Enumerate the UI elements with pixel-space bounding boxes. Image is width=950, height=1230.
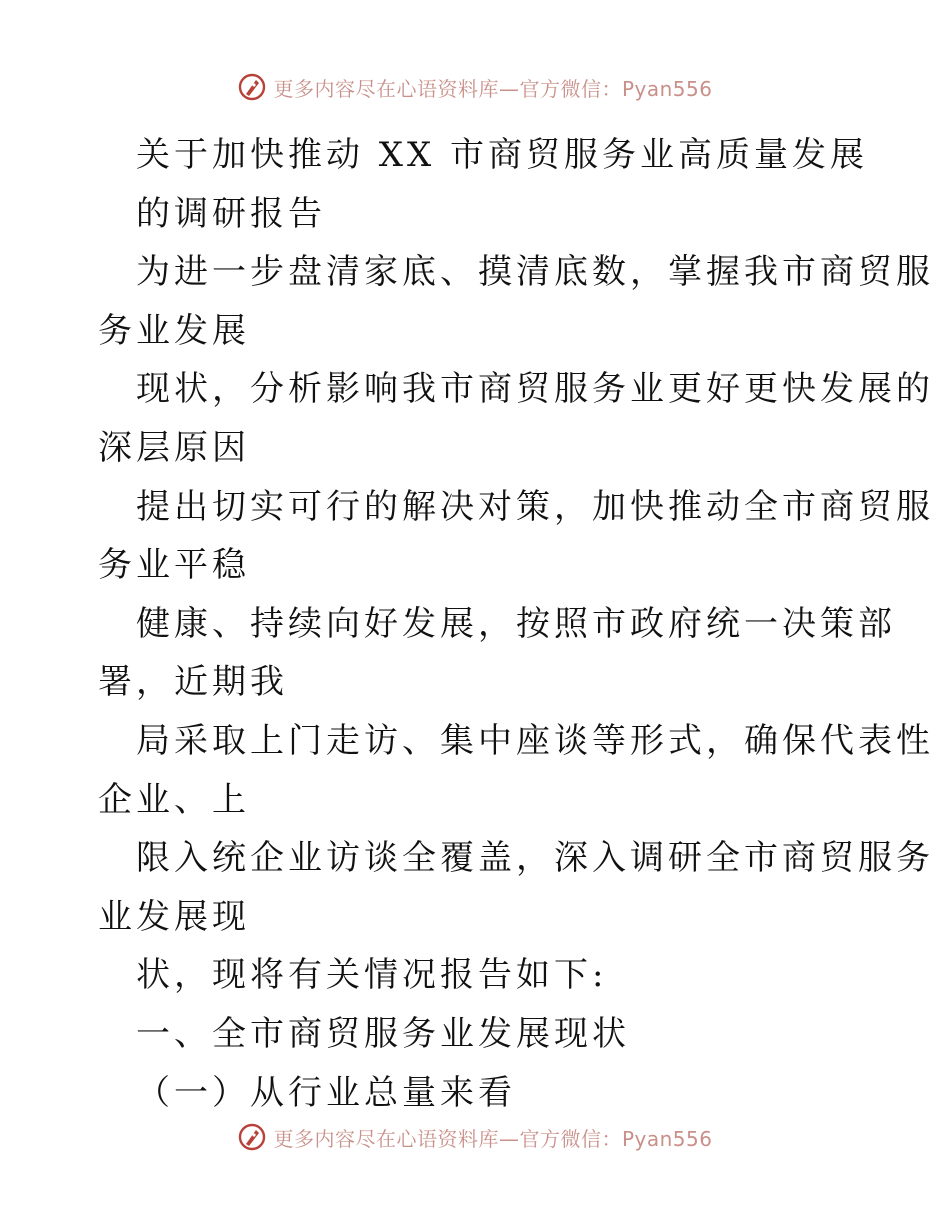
text-line: 务业平稳 <box>98 545 250 586</box>
watermark-text: 更多内容尽在心语资料库—官方微信：Pyan556 <box>273 76 713 101</box>
text-line: 务业发展 <box>98 310 250 351</box>
document-body <box>98 126 934 1122</box>
header-watermark <box>0 72 950 102</box>
text-line: 现状，分析影响我市商贸服务业更好更快发展的 <box>136 369 934 410</box>
text-line: 局采取上门走访、集中座谈等形式，确保代表性 <box>136 720 934 761</box>
text-line: （一）从行业总量来看 <box>136 1072 516 1113</box>
text-line: 健康、持续向好发展，按照市政府统一决策部 <box>136 603 896 644</box>
text-line: 一、全市商贸服务业发展现状 <box>136 1013 630 1054</box>
text-line: 关于加快推动 XX 市商贸服务业高质量发展 <box>136 135 869 175</box>
text-line: 限入统企业访谈全覆盖，深入调研全市商贸服务 <box>136 838 934 879</box>
text-line: 状，现将有关情况报告如下: <box>136 955 608 996</box>
pen-nib-seal-icon <box>237 1122 267 1152</box>
text-line: 业发展现 <box>98 896 250 937</box>
text-line: 提出切实可行的解决对策，加快推动全市商贸服 <box>136 486 934 527</box>
text-line: 为进一步盘清家底、摸清底数，掌握我市商贸服 <box>136 252 934 293</box>
text-line: 的调研报告 <box>136 193 326 234</box>
pen-nib-seal-icon <box>237 72 267 102</box>
text-line: 署，近期我 <box>98 662 288 703</box>
footer-watermark <box>0 1122 950 1152</box>
text-line: 企业、上 <box>98 779 250 820</box>
text-line: 深层原因 <box>98 427 250 468</box>
watermark-text: 更多内容尽在心语资料库—官方微信：Pyan556 <box>273 1126 713 1151</box>
